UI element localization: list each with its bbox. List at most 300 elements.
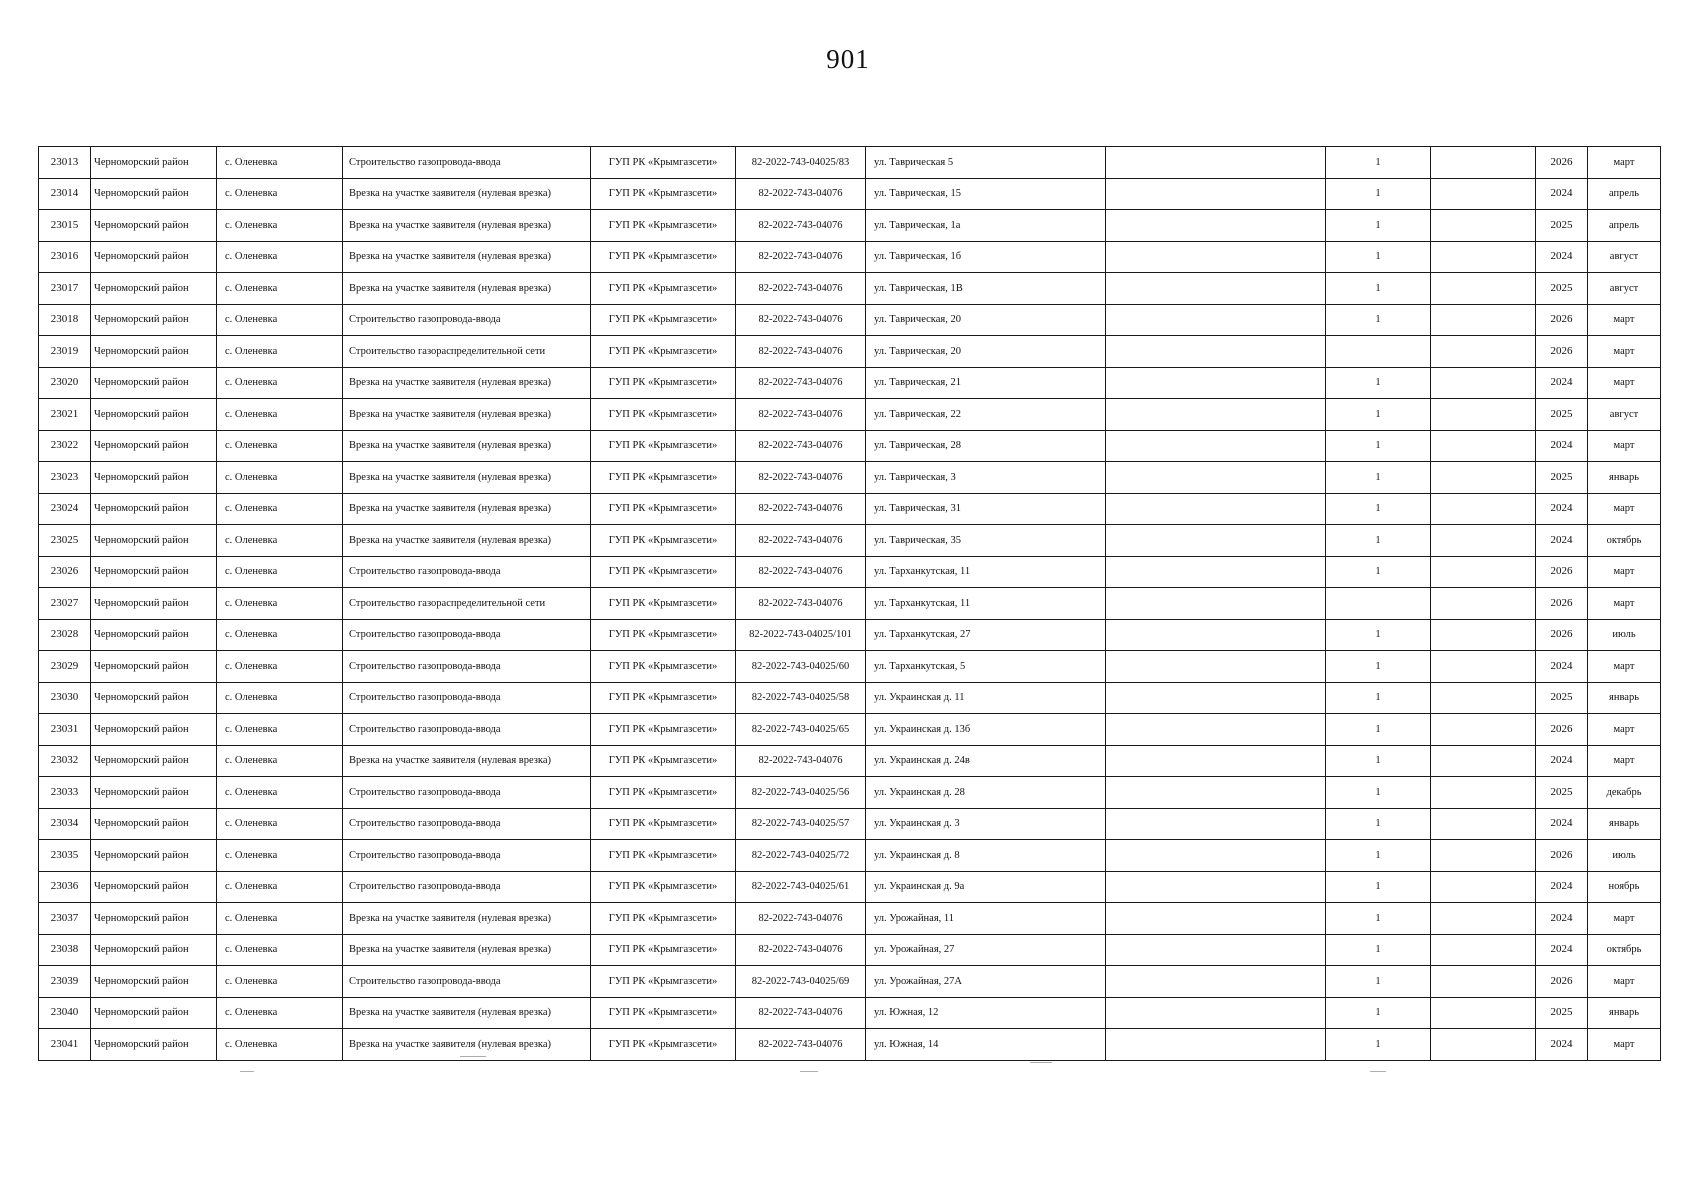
district-cell: Черноморский район: [91, 619, 217, 651]
table-row: [39, 714, 1661, 746]
month-cell: март: [1588, 903, 1661, 935]
row-number-cell: 23016: [39, 241, 91, 273]
application-number-cell: 82-2022-743-04076: [736, 399, 866, 431]
scan-mark: [800, 1071, 818, 1072]
empty-cell: [1106, 241, 1326, 273]
district-cell: Черноморский район: [91, 556, 217, 588]
month-cell: ноябрь: [1588, 871, 1661, 903]
table-row: [39, 241, 1661, 273]
district-cell: Черноморский район: [91, 336, 217, 368]
table-row: [39, 178, 1661, 210]
settlement-cell: с. Оленевка: [217, 651, 343, 683]
month-cell: октябрь: [1588, 934, 1661, 966]
empty-cell: [1106, 556, 1326, 588]
year-cell: 2026: [1536, 966, 1588, 998]
row-number-cell: 23030: [39, 682, 91, 714]
empty-cell: [1431, 241, 1536, 273]
page-number: 901: [826, 44, 870, 74]
address-cell: ул. Таврическая, 1В: [866, 273, 1106, 305]
address-cell: ул. Урожайная, 27А: [866, 966, 1106, 998]
month-cell: январь: [1588, 808, 1661, 840]
organization-cell: ГУП РК «Крымгазсети»: [591, 304, 736, 336]
row-number-cell: 23014: [39, 178, 91, 210]
month-cell: март: [1588, 493, 1661, 525]
organization-cell: ГУП РК «Крымгазсети»: [591, 147, 736, 179]
settlement-cell: с. Оленевка: [217, 840, 343, 872]
empty-cell: [1106, 714, 1326, 746]
month-cell: август: [1588, 399, 1661, 431]
year-cell: 2025: [1536, 210, 1588, 242]
table-row: [39, 840, 1661, 872]
year-cell: 2025: [1536, 682, 1588, 714]
empty-cell: [1106, 682, 1326, 714]
address-cell: ул. Украинская д. 9а: [866, 871, 1106, 903]
empty-cell: [1431, 714, 1536, 746]
work-type-cell: Строительство газопровода-ввода: [343, 714, 591, 746]
year-cell: 2026: [1536, 336, 1588, 368]
address-cell: ул. Украинская д. 28: [866, 777, 1106, 809]
work-type-cell: Строительство газопровода-ввода: [343, 304, 591, 336]
empty-cell: [1431, 525, 1536, 557]
empty-cell: [1431, 777, 1536, 809]
district-cell: Черноморский район: [91, 399, 217, 431]
month-cell: март: [1588, 556, 1661, 588]
scan-mark: [460, 1056, 486, 1057]
empty-cell: [1106, 808, 1326, 840]
work-type-cell: Врезка на участке заявителя (нулевая врезка): [343, 934, 591, 966]
empty-cell: [1431, 1029, 1536, 1061]
settlement-cell: с. Оленевка: [217, 871, 343, 903]
empty-cell: [1431, 934, 1536, 966]
quantity-cell: 1: [1326, 840, 1431, 872]
table-row: [39, 619, 1661, 651]
work-type-cell: Врезка на участке заявителя (нулевая врезка): [343, 399, 591, 431]
quantity-cell: 1: [1326, 462, 1431, 494]
address-cell: ул. Таврическая, 28: [866, 430, 1106, 462]
quantity-cell: 1: [1326, 619, 1431, 651]
empty-cell: [1431, 399, 1536, 431]
district-cell: Черноморский район: [91, 871, 217, 903]
year-cell: 2026: [1536, 588, 1588, 620]
empty-cell: [1431, 430, 1536, 462]
month-cell: август: [1588, 273, 1661, 305]
organization-cell: ГУП РК «Крымгазсети»: [591, 178, 736, 210]
year-cell: 2024: [1536, 241, 1588, 273]
settlement-cell: с. Оленевка: [217, 241, 343, 273]
organization-cell: ГУП РК «Крымгазсети»: [591, 241, 736, 273]
address-cell: ул. Таврическая, 35: [866, 525, 1106, 557]
table-row: [39, 745, 1661, 777]
empty-cell: [1106, 619, 1326, 651]
month-cell: март: [1588, 304, 1661, 336]
empty-cell: [1431, 336, 1536, 368]
year-cell: 2026: [1536, 147, 1588, 179]
table-row: [39, 147, 1661, 179]
empty-cell: [1106, 997, 1326, 1029]
table-row: [39, 556, 1661, 588]
table-row: [39, 777, 1661, 809]
month-cell: январь: [1588, 997, 1661, 1029]
settlement-cell: с. Оленевка: [217, 304, 343, 336]
empty-cell: [1431, 304, 1536, 336]
year-cell: 2026: [1536, 840, 1588, 872]
organization-cell: ГУП РК «Крымгазсети»: [591, 808, 736, 840]
quantity-cell: 1: [1326, 241, 1431, 273]
address-cell: ул. Таврическая, 3: [866, 462, 1106, 494]
application-number-cell: 82-2022-743-04076: [736, 556, 866, 588]
year-cell: 2026: [1536, 304, 1588, 336]
application-number-cell: 82-2022-743-04076: [736, 588, 866, 620]
year-cell: 2024: [1536, 934, 1588, 966]
settlement-cell: с. Оленевка: [217, 399, 343, 431]
empty-cell: [1106, 273, 1326, 305]
empty-cell: [1106, 178, 1326, 210]
month-cell: март: [1588, 714, 1661, 746]
empty-cell: [1431, 745, 1536, 777]
quantity-cell: 1: [1326, 556, 1431, 588]
application-number-cell: 82-2022-743-04076: [736, 745, 866, 777]
settlement-cell: с. Оленевка: [217, 210, 343, 242]
district-cell: Черноморский район: [91, 210, 217, 242]
district-cell: Черноморский район: [91, 367, 217, 399]
district-cell: Черноморский район: [91, 934, 217, 966]
quantity-cell: 1: [1326, 525, 1431, 557]
organization-cell: ГУП РК «Крымгазсети»: [591, 462, 736, 494]
quantity-cell: 1: [1326, 997, 1431, 1029]
organization-cell: ГУП РК «Крымгазсети»: [591, 493, 736, 525]
organization-cell: ГУП РК «Крымгазсети»: [591, 682, 736, 714]
month-cell: октябрь: [1588, 525, 1661, 557]
row-number-cell: 23027: [39, 588, 91, 620]
month-cell: март: [1588, 336, 1661, 368]
month-cell: март: [1588, 651, 1661, 683]
work-type-cell: Строительство газопровода-ввода: [343, 966, 591, 998]
table-row: [39, 367, 1661, 399]
settlement-cell: с. Оленевка: [217, 903, 343, 935]
year-cell: 2024: [1536, 745, 1588, 777]
month-cell: январь: [1588, 462, 1661, 494]
application-number-cell: 82-2022-743-04025/56: [736, 777, 866, 809]
table-row: [39, 336, 1661, 368]
table-row: [39, 430, 1661, 462]
organization-cell: ГУП РК «Крымгазсети»: [591, 273, 736, 305]
empty-cell: [1431, 997, 1536, 1029]
quantity-cell: 1: [1326, 493, 1431, 525]
district-cell: Черноморский район: [91, 588, 217, 620]
year-cell: 2026: [1536, 556, 1588, 588]
empty-cell: [1106, 651, 1326, 683]
application-number-cell: 82-2022-743-04076: [736, 997, 866, 1029]
quantity-cell: 1: [1326, 1029, 1431, 1061]
settlement-cell: с. Оленевка: [217, 714, 343, 746]
application-number-cell: 82-2022-743-04025/65: [736, 714, 866, 746]
district-cell: Черноморский район: [91, 1029, 217, 1061]
address-cell: ул. Украинская д. 13б: [866, 714, 1106, 746]
month-cell: июль: [1588, 840, 1661, 872]
work-type-cell: Врезка на участке заявителя (нулевая врезка): [343, 462, 591, 494]
district-cell: Черноморский район: [91, 682, 217, 714]
settlement-cell: с. Оленевка: [217, 556, 343, 588]
application-number-cell: 82-2022-743-04076: [736, 430, 866, 462]
year-cell: 2024: [1536, 1029, 1588, 1061]
table-row: [39, 903, 1661, 935]
application-number-cell: 82-2022-743-04025/61: [736, 871, 866, 903]
organization-cell: ГУП РК «Крымгазсети»: [591, 651, 736, 683]
settlement-cell: с. Оленевка: [217, 966, 343, 998]
table-row: [39, 210, 1661, 242]
settlement-cell: с. Оленевка: [217, 745, 343, 777]
year-cell: 2024: [1536, 493, 1588, 525]
district-cell: Черноморский район: [91, 147, 217, 179]
table-row: [39, 462, 1661, 494]
address-cell: ул. Южная, 14: [866, 1029, 1106, 1061]
row-number-cell: 23037: [39, 903, 91, 935]
table-row: [39, 966, 1661, 998]
work-type-cell: Строительство газопровода-ввода: [343, 871, 591, 903]
address-cell: ул. Украинская д. 8: [866, 840, 1106, 872]
organization-cell: ГУП РК «Крымгазсети»: [591, 399, 736, 431]
district-cell: Черноморский район: [91, 997, 217, 1029]
district-cell: Черноморский район: [91, 241, 217, 273]
year-cell: 2024: [1536, 651, 1588, 683]
row-number-cell: 23028: [39, 619, 91, 651]
application-number-cell: 82-2022-743-04025/58: [736, 682, 866, 714]
empty-cell: [1106, 777, 1326, 809]
quantity-cell: 1: [1326, 966, 1431, 998]
application-number-cell: 82-2022-743-04076: [736, 178, 866, 210]
empty-cell: [1431, 178, 1536, 210]
month-cell: август: [1588, 241, 1661, 273]
scan-mark: [240, 1071, 254, 1072]
application-number-cell: 82-2022-743-04076: [736, 273, 866, 305]
row-number-cell: 23035: [39, 840, 91, 872]
month-cell: март: [1588, 367, 1661, 399]
quantity-cell: 1: [1326, 777, 1431, 809]
organization-cell: ГУП РК «Крымгазсети»: [591, 367, 736, 399]
work-type-cell: Врезка на участке заявителя (нулевая врезка): [343, 745, 591, 777]
settlement-cell: с. Оленевка: [217, 525, 343, 557]
empty-cell: [1106, 525, 1326, 557]
settlement-cell: с. Оленевка: [217, 808, 343, 840]
row-number-cell: 23019: [39, 336, 91, 368]
application-number-cell: 82-2022-743-04025/101: [736, 619, 866, 651]
application-number-cell: 82-2022-743-04076: [736, 934, 866, 966]
application-number-cell: 82-2022-743-04076: [736, 336, 866, 368]
quantity-cell: [1326, 336, 1431, 368]
empty-cell: [1106, 840, 1326, 872]
empty-cell: [1431, 966, 1536, 998]
row-number-cell: 23036: [39, 871, 91, 903]
application-number-cell: 82-2022-743-04076: [736, 210, 866, 242]
quantity-cell: 1: [1326, 147, 1431, 179]
row-number-cell: 23032: [39, 745, 91, 777]
month-cell: июль: [1588, 619, 1661, 651]
settlement-cell: с. Оленевка: [217, 430, 343, 462]
table-row: [39, 651, 1661, 683]
work-type-cell: Врезка на участке заявителя (нулевая врезка): [343, 525, 591, 557]
empty-cell: [1431, 871, 1536, 903]
table-row: [39, 1029, 1661, 1061]
organization-cell: ГУП РК «Крымгазсети»: [591, 840, 736, 872]
empty-cell: [1431, 147, 1536, 179]
quantity-cell: 1: [1326, 714, 1431, 746]
year-cell: 2025: [1536, 777, 1588, 809]
empty-cell: [1106, 588, 1326, 620]
work-type-cell: Строительство газопровода-ввода: [343, 777, 591, 809]
row-number-cell: 23020: [39, 367, 91, 399]
empty-cell: [1431, 682, 1536, 714]
year-cell: 2024: [1536, 367, 1588, 399]
year-cell: 2025: [1536, 462, 1588, 494]
empty-cell: [1106, 367, 1326, 399]
work-type-cell: Строительство газопровода-ввода: [343, 682, 591, 714]
work-type-cell: Строительство газопровода-ввода: [343, 840, 591, 872]
district-cell: Черноморский район: [91, 462, 217, 494]
work-type-cell: Строительство газопровода-ввода: [343, 651, 591, 683]
district-cell: Черноморский район: [91, 430, 217, 462]
row-number-cell: 23023: [39, 462, 91, 494]
empty-cell: [1431, 651, 1536, 683]
address-cell: ул. Таврическая 5: [866, 147, 1106, 179]
application-number-cell: 82-2022-743-04025/83: [736, 147, 866, 179]
settlement-cell: с. Оленевка: [217, 682, 343, 714]
empty-cell: [1106, 399, 1326, 431]
address-cell: ул. Урожайная, 11: [866, 903, 1106, 935]
settlement-cell: с. Оленевка: [217, 147, 343, 179]
organization-cell: ГУП РК «Крымгазсети»: [591, 745, 736, 777]
organization-cell: ГУП РК «Крымгазсети»: [591, 903, 736, 935]
year-cell: 2024: [1536, 871, 1588, 903]
district-cell: Черноморский район: [91, 903, 217, 935]
district-cell: Черноморский район: [91, 178, 217, 210]
table-row: [39, 493, 1661, 525]
quantity-cell: 1: [1326, 304, 1431, 336]
quantity-cell: 1: [1326, 651, 1431, 683]
row-number-cell: 23026: [39, 556, 91, 588]
empty-cell: [1431, 367, 1536, 399]
quantity-cell: 1: [1326, 903, 1431, 935]
district-cell: Черноморский район: [91, 840, 217, 872]
empty-cell: [1431, 903, 1536, 935]
empty-cell: [1106, 147, 1326, 179]
table-row: [39, 808, 1661, 840]
row-number-cell: 23034: [39, 808, 91, 840]
table-row: [39, 273, 1661, 305]
address-cell: ул. Тарханкутская, 11: [866, 556, 1106, 588]
address-cell: ул. Южная, 12: [866, 997, 1106, 1029]
row-number-cell: 23039: [39, 966, 91, 998]
work-type-cell: Строительство газопровода-ввода: [343, 147, 591, 179]
empty-cell: [1431, 808, 1536, 840]
application-number-cell: 82-2022-743-04076: [736, 462, 866, 494]
settlement-cell: с. Оленевка: [217, 462, 343, 494]
year-cell: 2025: [1536, 273, 1588, 305]
empty-cell: [1431, 556, 1536, 588]
address-cell: ул. Таврическая, 1а: [866, 210, 1106, 242]
application-number-cell: 82-2022-743-04076: [736, 903, 866, 935]
work-type-cell: Врезка на участке заявителя (нулевая врезка): [343, 1029, 591, 1061]
address-cell: ул. Таврическая, 1б: [866, 241, 1106, 273]
district-cell: Черноморский район: [91, 525, 217, 557]
settlement-cell: с. Оленевка: [217, 619, 343, 651]
application-number-cell: 82-2022-743-04076: [736, 304, 866, 336]
quantity-cell: 1: [1326, 745, 1431, 777]
quantity-cell: 1: [1326, 934, 1431, 966]
district-cell: Черноморский район: [91, 966, 217, 998]
month-cell: апрель: [1588, 210, 1661, 242]
table-row: [39, 682, 1661, 714]
organization-cell: ГУП РК «Крымгазсети»: [591, 777, 736, 809]
work-type-cell: Строительство газопровода-ввода: [343, 808, 591, 840]
registry-body: [39, 147, 1661, 1061]
quantity-cell: 1: [1326, 210, 1431, 242]
table-row: [39, 871, 1661, 903]
empty-cell: [1106, 336, 1326, 368]
quantity-cell: 1: [1326, 367, 1431, 399]
month-cell: март: [1588, 745, 1661, 777]
settlement-cell: с. Оленевка: [217, 336, 343, 368]
organization-cell: ГУП РК «Крымгазсети»: [591, 619, 736, 651]
month-cell: апрель: [1588, 178, 1661, 210]
address-cell: ул. Таврическая, 22: [866, 399, 1106, 431]
district-cell: Черноморский район: [91, 714, 217, 746]
address-cell: ул. Таврическая, 31: [866, 493, 1106, 525]
organization-cell: ГУП РК «Крымгазсети»: [591, 525, 736, 557]
month-cell: март: [1588, 588, 1661, 620]
application-number-cell: 82-2022-743-04076: [736, 493, 866, 525]
empty-cell: [1106, 304, 1326, 336]
work-type-cell: Врезка на участке заявителя (нулевая врезка): [343, 367, 591, 399]
work-type-cell: Строительство газопровода-ввода: [343, 556, 591, 588]
empty-cell: [1106, 430, 1326, 462]
table-row: [39, 997, 1661, 1029]
row-number-cell: 23015: [39, 210, 91, 242]
empty-cell: [1106, 462, 1326, 494]
quantity-cell: 1: [1326, 682, 1431, 714]
address-cell: ул. Таврическая, 15: [866, 178, 1106, 210]
empty-cell: [1106, 871, 1326, 903]
row-number-cell: 23040: [39, 997, 91, 1029]
district-cell: Черноморский район: [91, 808, 217, 840]
year-cell: 2025: [1536, 997, 1588, 1029]
work-type-cell: Строительство газораспределительной сети: [343, 336, 591, 368]
row-number-cell: 23018: [39, 304, 91, 336]
application-number-cell: 82-2022-743-04076: [736, 1029, 866, 1061]
month-cell: декабрь: [1588, 777, 1661, 809]
organization-cell: ГУП РК «Крымгазсети»: [591, 588, 736, 620]
quantity-cell: 1: [1326, 399, 1431, 431]
application-number-cell: 82-2022-743-04076: [736, 241, 866, 273]
organization-cell: ГУП РК «Крымгазсети»: [591, 871, 736, 903]
work-type-cell: Строительство газораспределительной сети: [343, 588, 591, 620]
address-cell: ул. Украинская д. 3: [866, 808, 1106, 840]
organization-cell: ГУП РК «Крымгазсети»: [591, 556, 736, 588]
quantity-cell: 1: [1326, 808, 1431, 840]
empty-cell: [1106, 210, 1326, 242]
year-cell: 2025: [1536, 399, 1588, 431]
gasification-registry-table: [38, 146, 1661, 1061]
application-number-cell: 82-2022-743-04076: [736, 367, 866, 399]
scan-mark: [1370, 1071, 1386, 1072]
year-cell: 2026: [1536, 714, 1588, 746]
year-cell: 2024: [1536, 178, 1588, 210]
empty-cell: [1106, 934, 1326, 966]
address-cell: ул. Таврическая, 21: [866, 367, 1106, 399]
application-number-cell: 82-2022-743-04025/60: [736, 651, 866, 683]
organization-cell: ГУП РК «Крымгазсети»: [591, 714, 736, 746]
row-number-cell: 23038: [39, 934, 91, 966]
year-cell: 2024: [1536, 903, 1588, 935]
